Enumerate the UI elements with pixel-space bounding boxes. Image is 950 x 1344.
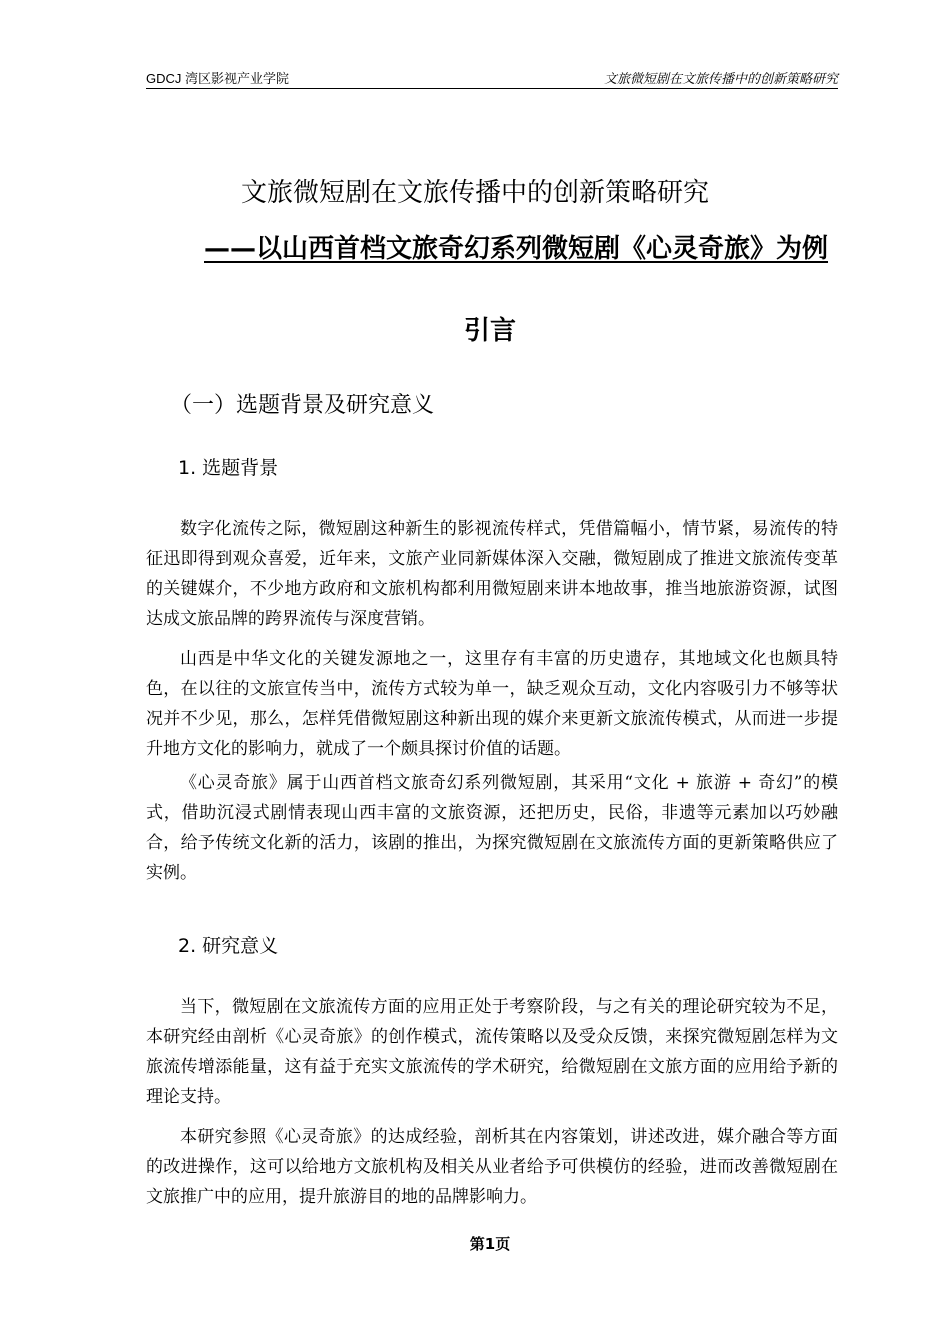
paragraph-background-3: 《心灵奇旅》属于山西首档文旅奇幻系列微短剧，其采用“文化 + 旅游 + 奇幻”的模式，借助沉浸式剧情表现山西丰富的文旅资源，还把历史，民俗，非遗等元素加以巧妙融合，给予传统文化新的活力，该剧的推出，为探究微短剧在文旅流传方面的更新策略供应了实例。 xyxy=(146,773,838,883)
header-institution: GDCJ 湾区影视产业学院 xyxy=(146,71,290,86)
subsection-heading-significance: 2. 研究意义 xyxy=(178,935,279,957)
page-number: 第1页 xyxy=(469,1235,511,1253)
section-heading: （一）选题背景及研究意义 xyxy=(170,393,435,418)
subsection-heading-background: 1. 选题背景 xyxy=(178,457,279,479)
intro-heading: 引言 xyxy=(463,316,516,346)
paragraph-significance-1: 当下，微短剧在文旅流传方面的应用正处于考察阶段，与之有关的理论研究较为不足，本研究经由剖析《心灵奇旅》的创作模式，流传策略以及受众反馈，来探究微短剧怎样为文旅流传增添能量，这有益于充实文旅流传的学术研究，给微短剧在文旅方面的应用给予新的理论支持。 xyxy=(146,997,838,1107)
page-header xyxy=(146,66,838,89)
paragraph-background-1: 数字化流传之际，微短剧这种新生的影视流传样式，凭借篇幅小，情节紧，易流传的特征迅即得到观众喜爱，近年来，文旅产业同新媒体深入交融，微短剧成了推进文旅流传变革的关键媒介，不少地方政府和文旅机构都利用微短剧来讲本地故事，推当地旅游资源，试图达成文旅品牌的跨界流传与深度营销。 xyxy=(146,519,838,629)
paragraph-significance-2: 本研究参照《心灵奇旅》的达成经验，剖析其在内容策划，讲述改进，媒介融合等方面的改进操作，这可以给地方文旅机构及相关从业者给予可供模仿的经验，进而改善微短剧在文旅推广中的应用，提升旅游目的地的品牌影响力。 xyxy=(146,1127,838,1207)
header-doc-title: 文旅微短剧在文旅传播中的创新策略研究 xyxy=(603,72,838,87)
document-title: 文旅微短剧在文旅传播中的创新策略研究 xyxy=(240,178,709,208)
document-subtitle: ——以山西首档文旅奇幻系列微短剧《心灵奇旅》为例 xyxy=(204,234,829,264)
paragraph-background-2: 山西是中华文化的关键发源地之一，这里存有丰富的历史遗存，其地域文化也颇具特色，在以往的文旅宣传当中，流传方式较为单一，缺乏观众互动，文化内容吸引力不够等状况并不少见，那么，怎样凭借微短剧这种新出现的媒介来更新文旅流传模式，从而进一步提升地方文化的影响力，就成了一个颇具探讨价值的话题。 xyxy=(146,649,838,759)
